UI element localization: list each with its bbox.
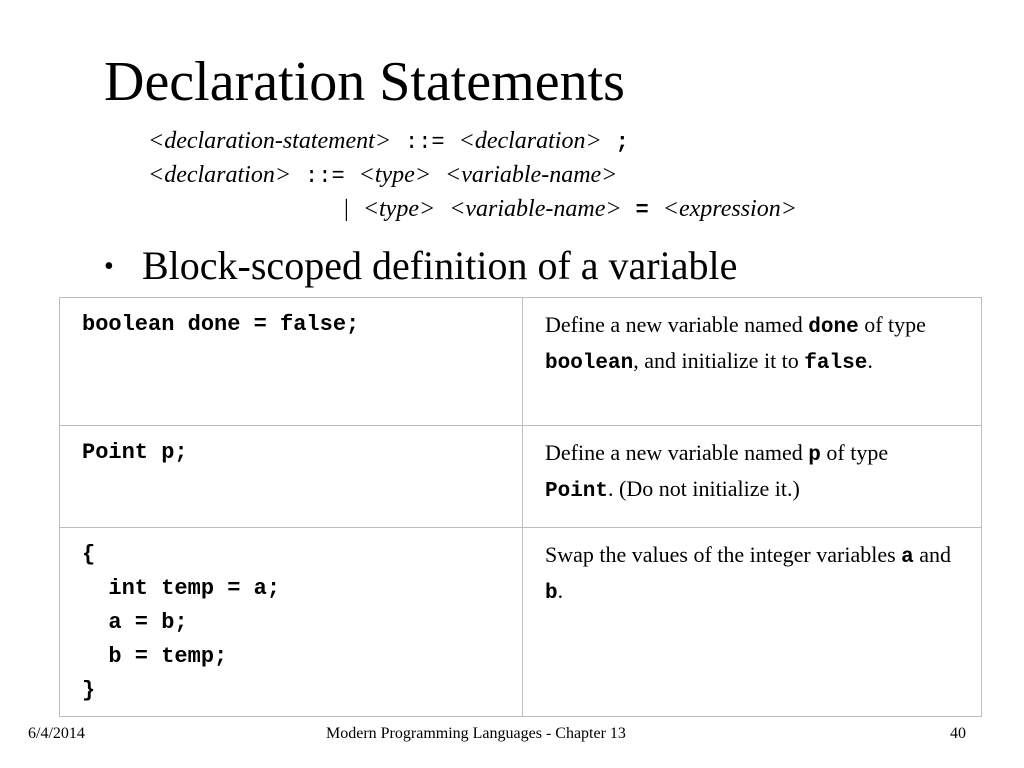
code-term: done	[808, 316, 859, 339]
bullet-icon: •	[104, 251, 114, 282]
description-text: of type	[820, 440, 889, 465]
grammar-nonterminal: <declaration>	[458, 128, 602, 154]
description-text: , and initialize it to	[633, 348, 805, 373]
code-term: boolean	[545, 352, 634, 375]
code-term: b	[545, 582, 558, 605]
bullet-text: Block-scoped definition of a variable	[142, 243, 738, 288]
grammar-alternative-bar: |	[344, 196, 349, 222]
table-row	[60, 426, 982, 528]
description-text: Define a new variable named	[545, 312, 809, 337]
code-term: false	[804, 352, 868, 375]
description-text: Swap the values of the integer variables	[545, 542, 902, 567]
description-text: Define a new variable named	[545, 440, 809, 465]
grammar-op: ::=	[305, 164, 345, 189]
footer-title: Modern Programming Languages - Chapter 13	[326, 725, 626, 742]
code-term: a	[901, 546, 914, 569]
grammar-rule-declaration-statement	[148, 124, 797, 158]
description-text: of type	[858, 312, 926, 337]
page-number: 40	[950, 725, 966, 742]
description-cell	[523, 426, 982, 528]
grammar-terminal: =	[635, 198, 649, 223]
table-row	[60, 298, 982, 426]
description-text: and	[913, 542, 952, 567]
grammar-lhs: <declaration-statement>	[148, 128, 392, 154]
description-text: .	[557, 578, 564, 603]
grammar-nonterminal: <expression>	[662, 196, 797, 222]
grammar-block	[148, 124, 797, 226]
code-cell: boolean done = false;	[60, 298, 523, 426]
footer-date: 6/4/2014	[28, 725, 85, 742]
code-cell: Point p;	[60, 426, 523, 528]
description-text: .	[867, 348, 873, 373]
description-cell	[523, 528, 982, 717]
description-text: . (Do not initialize it.)	[608, 476, 800, 501]
table-row	[60, 528, 982, 717]
examples-table	[59, 297, 982, 717]
grammar-nonterminal: <variable-name>	[449, 196, 622, 222]
grammar-lhs: <declaration>	[148, 162, 292, 188]
code-term: p	[808, 444, 821, 467]
description-cell	[523, 298, 982, 426]
code-term: Point	[545, 480, 609, 503]
grammar-op: ::=	[405, 130, 445, 155]
grammar-nonterminal: <variable-name>	[445, 162, 618, 188]
grammar-nonterminal: <type>	[358, 162, 432, 188]
grammar-rule-declaration	[148, 158, 797, 192]
slide-title: Declaration Statements	[104, 51, 625, 113]
grammar-nonterminal: <type>	[362, 196, 436, 222]
code-cell: { int temp = a; a = b; b = temp; }	[60, 528, 523, 717]
bullet-item	[104, 240, 737, 293]
grammar-rule-alternative	[148, 192, 797, 226]
grammar-terminal: ;	[615, 130, 629, 155]
